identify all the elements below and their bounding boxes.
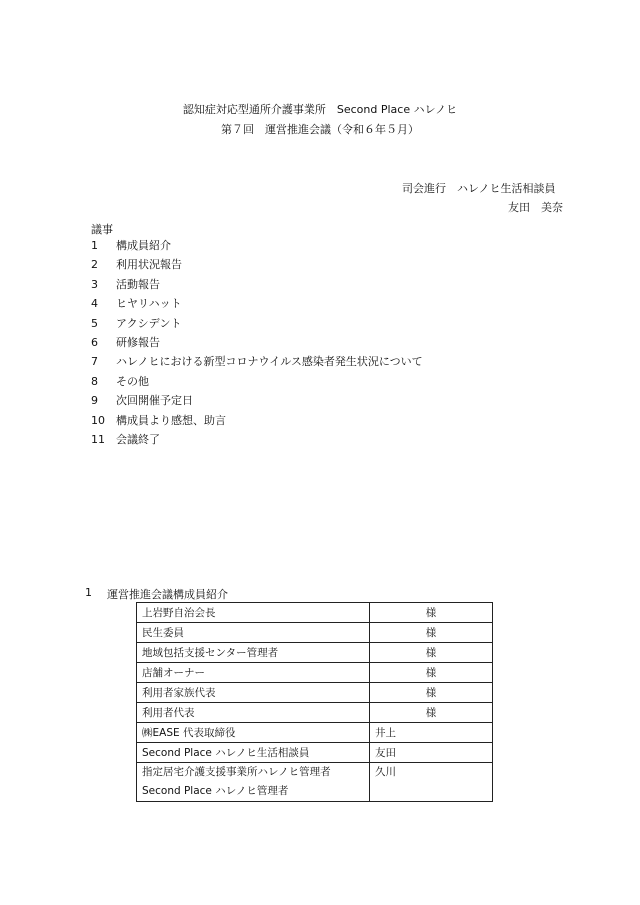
member-name: 様 [370,643,493,663]
member-role-line1: 指定居宅介護支援事業所ハレノヒ管理者 [142,766,331,778]
agenda-item-number: 1 [91,239,98,252]
member-name: 様 [370,683,493,703]
section-number: 1 [85,586,92,599]
member-name: 様 [370,623,493,643]
agenda-item [91,372,423,391]
member-row [137,683,493,703]
member-role: 地域包括支援センター管理者 [137,643,370,663]
member-row [137,643,493,663]
agenda-item-label: アクシデント [116,316,182,330]
agenda-item [91,275,423,294]
chair-name: 友田 美奈 [508,201,563,214]
members-table [136,602,493,802]
agenda-item-number: 4 [91,297,98,311]
agenda-item-label: 構成員紹介 [116,239,171,252]
member-role: 民生委員 [137,623,370,643]
agenda-item-label: 研修報告 [116,335,160,349]
agenda-item [91,236,423,255]
member-row [137,743,493,763]
agenda-item-label: 構成員より感想、助言 [116,413,226,427]
chair-role: 司会進行 ハレノヒ生活相談員 [402,182,556,195]
member-row [137,703,493,723]
member-role: 利用者代表 [137,703,370,723]
member-row [137,763,493,802]
agenda-item [91,314,423,333]
agenda-item-label: 会議終了 [116,432,160,446]
member-name: 久川 [370,763,493,802]
agenda-item-label: 活動報告 [116,277,160,291]
agenda-item-number: 8 [91,374,98,388]
member-name: 井上 [370,723,493,743]
agenda-item-number: 5 [91,316,98,330]
agenda-item-label: 利用状況報告 [116,258,182,272]
member-row [137,623,493,643]
agenda-list [91,236,423,449]
agenda-heading: 議事 [91,223,113,236]
member-name: 様 [370,703,493,723]
member-name: 様 [370,663,493,683]
agenda-item [91,391,423,410]
agenda-item [91,255,423,274]
agenda-item-number: 9 [91,394,98,408]
agenda-item [91,352,423,371]
agenda-item-number: 10 [91,413,105,427]
member-row [137,663,493,683]
member-role: ㈱EASE 代表取締役 [137,723,370,743]
agenda-item-label: 次回開催予定日 [116,394,193,408]
agenda-item [91,430,423,449]
agenda-item-label: その他 [116,374,149,388]
member-role: 上岩野自治会長 [137,603,370,623]
agenda-item-number: 6 [91,335,98,349]
section-heading [85,586,228,602]
member-row [137,723,493,743]
member-row [137,603,493,623]
member-role: Second Place ハレノヒ生活相談員 [137,743,370,763]
agenda-item [91,411,423,430]
member-role [137,763,370,802]
agenda-item-label: ハレノヒにおける新型コロナウイルス感染者発生状況について [116,355,423,369]
meeting-subtitle: 第７回 運営推進会議（令和６年５月） [221,123,419,136]
member-role: 店舗オーナー [137,663,370,683]
agenda-item-number: 3 [91,277,98,291]
agenda-item [91,333,423,352]
member-role: 利用者家族代表 [137,683,370,703]
member-role-line2: Second Place ハレノヒ管理者 [142,785,289,797]
agenda-item [91,294,423,313]
member-name: 様 [370,603,493,623]
agenda-item-number: 7 [91,355,98,369]
document-title: 認知症対応型通所介護事業所 Second Place ハレノヒ [182,103,458,116]
agenda-item-number: 11 [91,432,105,446]
agenda-item-label: ヒヤリハット [116,297,182,311]
agenda-item-number: 2 [91,258,98,272]
member-name: 友田 [370,743,493,763]
section-title: 運営推進会議構成員紹介 [107,588,228,601]
